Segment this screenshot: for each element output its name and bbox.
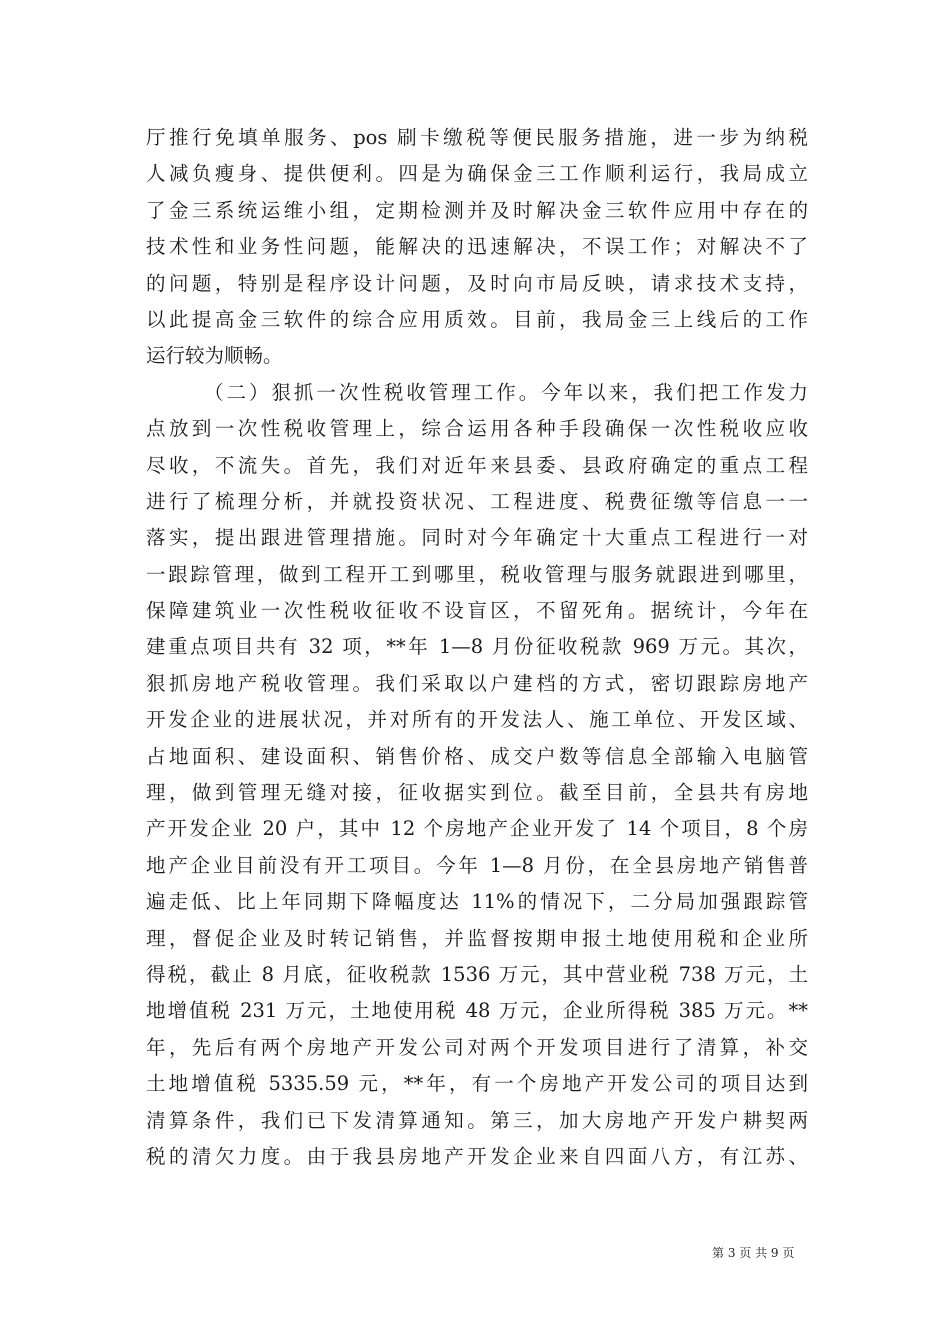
text-line: 地增值税 231 万元，土地使用税 48 万元，企业所得税 385 万元。** xyxy=(146,999,808,1023)
text-line: 了金三系统运维小组，定期检测并及时解决金三软件应用中存在的 xyxy=(146,198,808,222)
text-line: 进行了梳理分析，并就投资状况、工程进度、税费征缴等信息一一 xyxy=(146,489,808,513)
paragraph xyxy=(146,120,808,375)
text-line: 一跟踪管理，做到工程开工到哪里，税收管理与服务就跟进到哪里， xyxy=(146,562,808,586)
text-line: 的问题，特别是程序设计问题，及时向市局反映，请求技术支持， xyxy=(146,271,808,295)
paragraph xyxy=(146,375,808,1176)
text-line: 保障建筑业一次性税收征收不设盲区，不留死角。据统计，今年在 xyxy=(146,599,808,623)
text-line: 理，做到管理无缝对接，征收据实到位。截至目前，全县共有房地 xyxy=(146,781,808,805)
text-line: 清算条件，我们已下发清算通知。第三，加大房地产开发户耕契两 xyxy=(146,1108,808,1132)
text-line: 占地面积、建设面积、销售价格、成交户数等信息全部输入电脑管 xyxy=(146,744,808,768)
text-line: 年，先后有两个房地产开发公司对两个开发项目进行了清算，补交 xyxy=(146,1035,808,1059)
text-line: 落实，提出跟进管理措施。同时对今年确定十大重点工程进行一对 xyxy=(146,526,808,550)
text-line: 运行较为顺畅。 xyxy=(146,344,283,368)
text-line: 理，督促企业及时转记销售，并监督按期申报土地使用税和企业所 xyxy=(146,926,808,950)
text-line: 开发企业的进展状况，并对所有的开发法人、施工单位、开发区域、 xyxy=(146,708,808,732)
text-line: 地产企业目前没有开工项目。今年 1—8 月份，在全县房地产销售普 xyxy=(146,853,808,877)
text-line: 点放到一次性税收管理上，综合运用各种手段确保一次性税收应收 xyxy=(146,417,808,441)
text-line: 建重点项目共有 32 项，**年 1—8 月份征收税款 969 万元。其次， xyxy=(146,635,808,659)
text-line: 以此提高金三软件的综合应用质效。目前，我局金三上线后的工作 xyxy=(146,307,808,331)
text-line: 人减负瘦身、提供便利。四是为确保金三工作顺利运行，我局成立 xyxy=(146,162,808,186)
text-line: （二）狠抓一次性税收管理工作。今年以来，我们把工作发力 xyxy=(204,380,808,404)
text-line: 得税，截止 8 月底，征收税款 1536 万元，其中营业税 738 万元，土 xyxy=(146,962,808,986)
text-line: 厅推行免填单服务、pos 刷卡缴税等便民服务措施，进一步为纳税 xyxy=(146,126,808,149)
text-line: 技术性和业务性问题，能解决的迅速解决，不误工作；对解决不了 xyxy=(146,235,808,259)
text-line: 土地增值税 5335.59 元，**年，有一个房地产开发公司的项目达到 xyxy=(146,1072,808,1096)
text-line: 尽收，不流失。首先，我们对近年来县委、县政府确定的重点工程 xyxy=(146,453,808,477)
text-line: 狠抓房地产税收管理。我们采取以户建档的方式，密切跟踪房地产 xyxy=(146,671,808,695)
text-line: 遍走低、比上年同期下降幅度达 11%的情况下，二分局加强跟踪管 xyxy=(146,890,808,914)
document-body xyxy=(146,120,808,1175)
page-number: 第 3 页 共 9 页 xyxy=(712,1246,795,1260)
text-line: 税的清欠力度。由于我县房地产开发企业来自四面八方，有江苏、 xyxy=(146,1144,808,1168)
text-line: 产开发企业 20 户，其中 12 个房地产企业开发了 14 个项目，8 个房 xyxy=(146,817,808,841)
